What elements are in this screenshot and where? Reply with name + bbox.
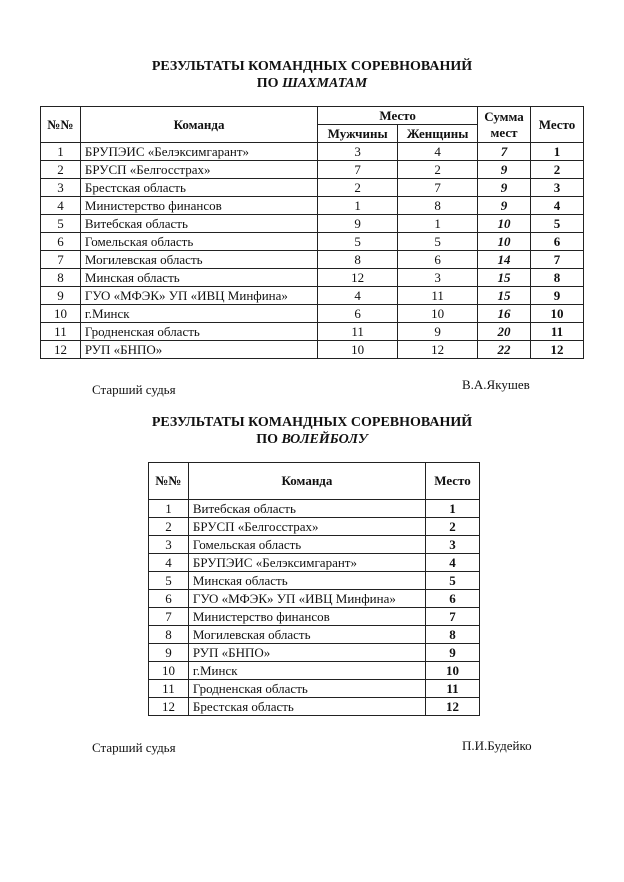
sum-of-places: 10 <box>478 215 531 233</box>
volleyball-judge-name: П.И.Будейко <box>462 738 532 753</box>
women-place: 11 <box>398 287 478 305</box>
row-number: 6 <box>149 590 189 608</box>
sum-of-places: 20 <box>478 323 531 341</box>
final-place: 9 <box>426 644 480 662</box>
men-place: 1 <box>318 197 398 215</box>
team-name: РУП «БНПО» <box>80 341 317 359</box>
women-place: 6 <box>398 251 478 269</box>
table-row <box>149 608 480 626</box>
chess-header-women: Женщины <box>398 125 478 143</box>
chess-header-no: №№ <box>41 107 81 143</box>
team-name: Гродненская область <box>80 323 317 341</box>
volleyball-header-team: Команда <box>188 463 425 500</box>
row-number: 5 <box>41 215 81 233</box>
chess-header-place: Место <box>318 107 478 125</box>
men-place: 7 <box>318 161 398 179</box>
team-name: БРУСП «Белгосстрах» <box>188 518 425 536</box>
table-row <box>41 251 584 269</box>
men-place: 10 <box>318 341 398 359</box>
final-place: 2 <box>531 161 584 179</box>
final-place: 4 <box>531 197 584 215</box>
team-name: Гродненская область <box>188 680 425 698</box>
women-place: 7 <box>398 179 478 197</box>
women-place: 10 <box>398 305 478 323</box>
final-place: 5 <box>531 215 584 233</box>
table-row <box>149 536 480 554</box>
team-name: ГУО «МФЭК» УП «ИВЦ Минфина» <box>188 590 425 608</box>
final-place: 10 <box>426 662 480 680</box>
volleyball-results-table <box>148 462 480 716</box>
chess-title-prefix: ПО <box>256 76 279 91</box>
chess-title-line1: РЕЗУЛЬТАТЫ КОМАНДНЫХ СОРЕВНОВАНИЙ <box>151 59 473 74</box>
team-name: Гомельская область <box>80 233 317 251</box>
men-place: 11 <box>318 323 398 341</box>
final-place: 8 <box>531 269 584 287</box>
final-place: 5 <box>426 572 480 590</box>
row-number: 11 <box>149 680 189 698</box>
team-name: Брестская область <box>80 179 317 197</box>
team-name: БРУСП «Белгосстрах» <box>80 161 317 179</box>
table-row <box>41 143 584 161</box>
final-place: 12 <box>531 341 584 359</box>
table-row <box>149 698 480 716</box>
table-row <box>41 323 584 341</box>
men-place: 2 <box>318 179 398 197</box>
chess-results-table <box>40 106 584 359</box>
final-place: 8 <box>426 626 480 644</box>
volleyball-title-sport: ВОЛЕЙБОЛУ <box>281 432 368 447</box>
row-number: 1 <box>149 500 189 518</box>
table-row <box>149 644 480 662</box>
team-name: РУП «БНПО» <box>188 644 425 662</box>
sum-of-places: 7 <box>478 143 531 161</box>
men-place: 5 <box>318 233 398 251</box>
final-place: 3 <box>426 536 480 554</box>
chess-table-body <box>41 143 584 359</box>
women-place: 3 <box>398 269 478 287</box>
chess-header-men: Мужчины <box>318 125 398 143</box>
chess-header-team: Команда <box>80 107 317 143</box>
sum-of-places: 15 <box>478 269 531 287</box>
team-name: Гомельская область <box>188 536 425 554</box>
chess-header-sum <box>478 107 531 143</box>
team-name: г.Минск <box>80 305 317 323</box>
women-place: 4 <box>398 143 478 161</box>
team-name: ГУО «МФЭК» УП «ИВЦ Минфина» <box>80 287 317 305</box>
final-place: 3 <box>531 179 584 197</box>
team-name: Брестская область <box>188 698 425 716</box>
row-number: 8 <box>41 269 81 287</box>
women-place: 12 <box>398 341 478 359</box>
men-place: 8 <box>318 251 398 269</box>
team-name: Могилевская область <box>80 251 317 269</box>
table-row <box>41 287 584 305</box>
final-place: 6 <box>531 233 584 251</box>
row-number: 6 <box>41 233 81 251</box>
final-place: 2 <box>426 518 480 536</box>
row-number: 4 <box>149 554 189 572</box>
row-number: 5 <box>149 572 189 590</box>
men-place: 12 <box>318 269 398 287</box>
final-place: 9 <box>531 287 584 305</box>
team-name: Минская область <box>188 572 425 590</box>
row-number: 2 <box>41 161 81 179</box>
final-place: 6 <box>426 590 480 608</box>
row-number: 9 <box>41 287 81 305</box>
team-name: Могилевская область <box>188 626 425 644</box>
table-row <box>149 554 480 572</box>
table-row <box>41 215 584 233</box>
table-row <box>41 341 584 359</box>
volleyball-judge-label: Старший судья <box>92 740 176 755</box>
final-place: 12 <box>426 698 480 716</box>
women-place: 1 <box>398 215 478 233</box>
team-name: БРУПЭИС «Белэксимгарант» <box>188 554 425 572</box>
final-place: 1 <box>426 500 480 518</box>
final-place: 1 <box>531 143 584 161</box>
table-row <box>149 590 480 608</box>
sum-of-places: 9 <box>478 179 531 197</box>
team-name: Минская область <box>80 269 317 287</box>
row-number: 7 <box>149 608 189 626</box>
men-place: 3 <box>318 143 398 161</box>
women-place: 5 <box>398 233 478 251</box>
row-number: 9 <box>149 644 189 662</box>
table-row <box>41 179 584 197</box>
women-place: 2 <box>398 161 478 179</box>
row-number: 12 <box>149 698 189 716</box>
sum-of-places: 16 <box>478 305 531 323</box>
team-name: Министерство финансов <box>80 197 317 215</box>
sum-of-places: 9 <box>478 161 531 179</box>
row-number: 10 <box>41 305 81 323</box>
table-row <box>149 500 480 518</box>
volleyball-title-prefix: ПО <box>256 432 278 447</box>
team-name: г.Минск <box>188 662 425 680</box>
team-name: БРУПЭИС «Белэксимгарант» <box>80 143 317 161</box>
chess-judge-name: В.А.Якушев <box>462 377 530 392</box>
chess-header-final-place: Место <box>531 107 584 143</box>
sum-of-places: 9 <box>478 197 531 215</box>
team-name: Витебская область <box>80 215 317 233</box>
chess-title-line2 <box>0 75 624 92</box>
men-place: 9 <box>318 215 398 233</box>
volleyball-title-line2 <box>0 431 624 448</box>
row-number: 10 <box>149 662 189 680</box>
table-row <box>41 233 584 251</box>
final-place: 11 <box>426 680 480 698</box>
table-row <box>41 197 584 215</box>
chess-header-sum-line1: Сумма <box>484 108 524 124</box>
final-place: 7 <box>426 608 480 626</box>
women-place: 9 <box>398 323 478 341</box>
chess-title-sport: ШАХМАТАМ <box>282 76 368 91</box>
team-name: Витебская область <box>188 500 425 518</box>
row-number: 3 <box>149 536 189 554</box>
volleyball-title <box>0 414 624 448</box>
table-row <box>149 626 480 644</box>
final-place: 4 <box>426 554 480 572</box>
row-number: 4 <box>41 197 81 215</box>
row-number: 8 <box>149 626 189 644</box>
final-place: 7 <box>531 251 584 269</box>
volleyball-header-place: Место <box>426 463 480 500</box>
women-place: 8 <box>398 197 478 215</box>
chess-title <box>0 58 624 92</box>
final-place: 11 <box>531 323 584 341</box>
table-row <box>149 680 480 698</box>
row-number: 12 <box>41 341 81 359</box>
table-row <box>41 161 584 179</box>
volleyball-table-body <box>149 500 480 716</box>
men-place: 4 <box>318 287 398 305</box>
row-number: 1 <box>41 143 81 161</box>
men-place: 6 <box>318 305 398 323</box>
sum-of-places: 15 <box>478 287 531 305</box>
row-number: 11 <box>41 323 81 341</box>
table-row <box>149 662 480 680</box>
sum-of-places: 22 <box>478 341 531 359</box>
volleyball-title-line1: РЕЗУЛЬТАТЫ КОМАНДНЫХ СОРЕВНОВАНИЙ <box>151 415 473 430</box>
table-row <box>41 305 584 323</box>
row-number: 2 <box>149 518 189 536</box>
table-row <box>41 269 584 287</box>
sum-of-places: 14 <box>478 251 531 269</box>
row-number: 3 <box>41 179 81 197</box>
table-row <box>149 572 480 590</box>
table-row <box>149 518 480 536</box>
volleyball-header-no: №№ <box>149 463 189 500</box>
final-place: 10 <box>531 305 584 323</box>
chess-judge-label: Старший судья <box>92 382 176 397</box>
sum-of-places: 10 <box>478 233 531 251</box>
row-number: 7 <box>41 251 81 269</box>
chess-header-sum-line2: мест <box>490 124 518 140</box>
team-name: Министерство финансов <box>188 608 425 626</box>
